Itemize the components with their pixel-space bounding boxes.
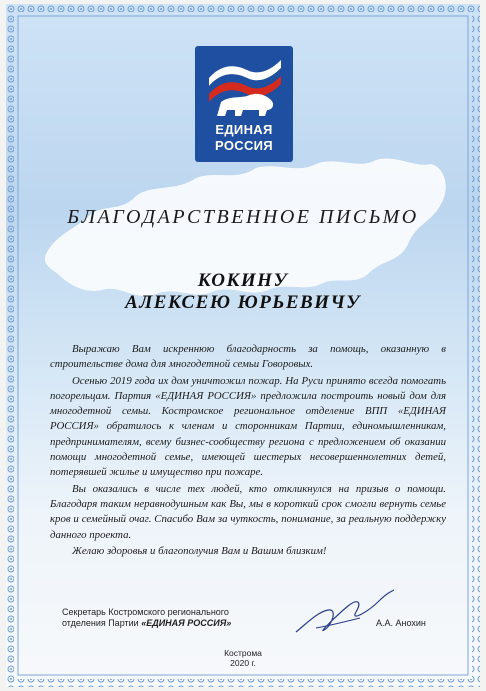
signatory-title-prefix: отделения Партии — [62, 618, 142, 628]
place-date — [6, 648, 480, 668]
paragraph: Вы оказались в числе тех людей, кто откликнулся на призыв о помощи. Благодаря таким неравнодушным как Вы, мы в короткий срок смогли вернуть семье кров и семейный очаг. Спасибо Вам за чуткость, понимание, за реальную поддержку данного проекта. — [50, 482, 446, 541]
handwritten-signature — [288, 582, 398, 644]
place-city: Кострома — [224, 648, 262, 658]
signatory-title-line2 — [62, 618, 231, 629]
signatory-title-line1: Секретарь Костромского регионального — [62, 607, 229, 617]
paragraph: Выражаю Вам искреннюю благодарность за помощь, оказанную в строительстве дома для многодетной семьи Говоровых. — [50, 343, 446, 371]
recipient-surname: КОКИНУ — [197, 270, 289, 291]
signatory-party: «ЕДИНАЯ РОССИЯ» — [141, 618, 232, 628]
page-title: БЛАГОДАРСТВЕННОЕ ПИСЬМО — [67, 206, 419, 228]
signatory-title — [62, 607, 231, 629]
paragraph: Осенью 2019 года их дом уничтожил пожар. На Руси принято всегда помогать погорельцам. Партия «ЕДИНАЯ РОССИЯ» предложила построить новый дом для многодетной семьи. Костромское региональное отделение ВПП «ЕДИНАЯ РОССИЯ» обратилось к членам и сторонникам Партии, единомышленникам, предпринимателям, всему бизнес-сообществу региона с предложением об оказании помощи многодетной семье, имеющей шестерых несовершеннолетних детей, потерявшей жилье и имущество при пожаре. — [50, 374, 446, 479]
logo-text-line1: ЕДИНАЯ — [215, 122, 273, 137]
place-year: 2020 г. — [230, 658, 256, 668]
certificate-sheet — [6, 4, 480, 687]
letter-body — [50, 342, 446, 560]
recipient-name: АЛЕКСЕЮ ЮРЬЕВИЧУ — [125, 292, 361, 313]
bear-logo-icon — [195, 46, 293, 122]
logo-text-line2: РОССИЯ — [215, 138, 273, 153]
signatory-name: А.А. Анохин — [376, 618, 426, 628]
paragraph: Желаю здоровья и благополучия Вам и Вашим близким! — [72, 544, 327, 557]
party-logo — [195, 46, 293, 162]
